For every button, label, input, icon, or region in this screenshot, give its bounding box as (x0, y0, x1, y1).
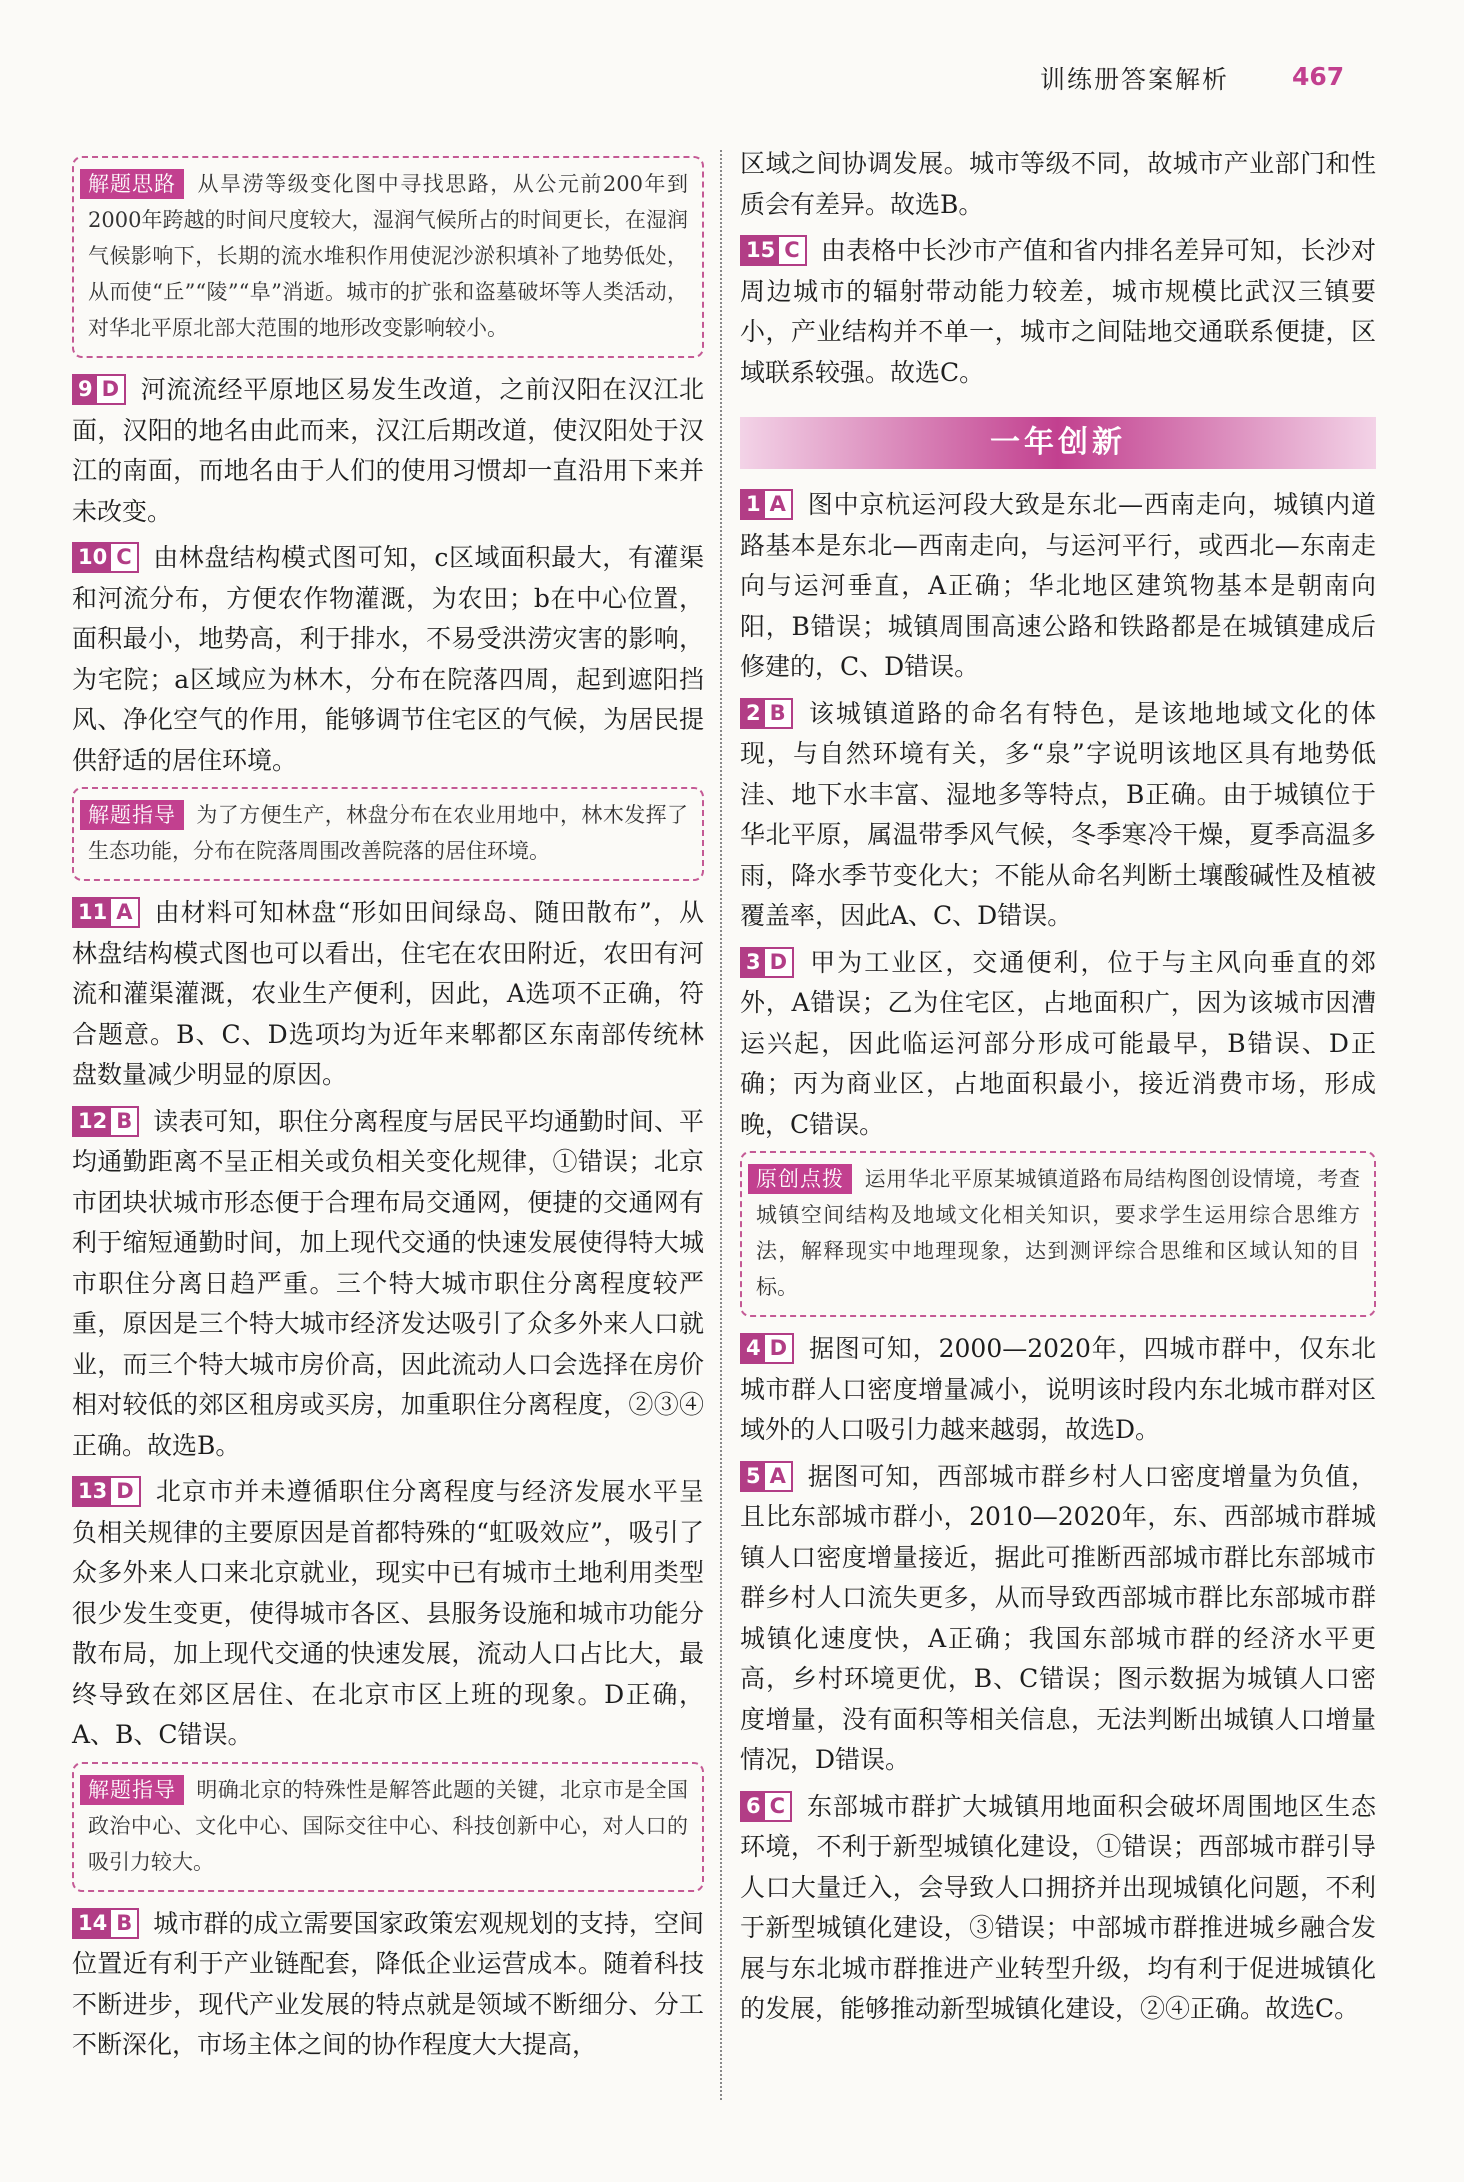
question-badge: 15 C (740, 235, 807, 266)
tip-box-guidance (72, 787, 704, 881)
section-heading: 一年创新 (740, 417, 1376, 469)
answer-item-12 (72, 1102, 704, 1467)
question-badge: 14 B (72, 1908, 139, 1939)
answer-text: 城市群的成立需要国家政策宏观规划的支持，空间位置近有利于产业链配套，降低企业运营成本。随着科技不断进步，现代产业发展的特点就是领域不断细分、分工不断深化，市场主体之间的协作程度大大提高， (72, 1908, 704, 2059)
question-badge: 4 D (740, 1333, 794, 1364)
tip-box-guidance-2 (72, 1762, 704, 1892)
tip-box-original-insight (740, 1151, 1376, 1317)
answer-item-1 (740, 485, 1376, 688)
answer-item-4 (740, 1329, 1376, 1451)
question-badge: 10 C (72, 542, 139, 573)
question-badge: 6 C (740, 1791, 792, 1822)
answer-item-6 (740, 1787, 1376, 2030)
right-column (740, 144, 1376, 2036)
question-badge: 2 B (740, 698, 793, 729)
tip-text: 运用华北平原某城镇道路布局结构图创设情境，考查城镇空间结构及地域文化相关知识，要求学生运用综合思维方法，解释现实中地理现象，达到测评综合思维和区域认知的目标。 (756, 1167, 1360, 1299)
answer-text: 北京市并未遵循职住分离程度与经济发展水平呈负相关规律的主要原因是首都特殊的“虹吸效应”，吸引了众多外来人口来北京就业，现实中已有城市土地利用类型很少发生变更，使得城市各区、县服务设施和城市功能分散布局，加上现代交通的快速发展，流动人口占比大，最终导致在郊区居住、在北京市区上班的现象。D正确，A、B、C错误。 (72, 1477, 704, 1749)
tip-tag: 原创点拨 (748, 1164, 852, 1194)
answer-item-3 (740, 943, 1376, 1146)
question-badge: 5 A (740, 1461, 793, 1492)
question-badge: 1 A (740, 489, 793, 520)
question-badge: 11 A (72, 897, 140, 928)
tip-tag: 解题思路 (80, 169, 184, 199)
answer-item-14-continued: 区域之间协调发展。城市等级不同，故城市产业部门和性质会有差异。故选B。 (740, 149, 1376, 219)
answer-item-13 (72, 1472, 704, 1756)
tip-tag: 解题指导 (80, 1775, 184, 1805)
running-header: 训练册答案解析 (1040, 65, 1230, 94)
question-badge: 13 D (72, 1476, 141, 1507)
tip-text: 从旱涝等级变化图中寻找思路，从公元前200年到2000年跨越的时间尺度较大，湿润气候所占的时间更长，在湿润气候影响下，长期的流水堆积作用使泥沙淤积填补了地势低处，从而使“丘”“陵”“阜”消逝。城市的扩张和盗墓破坏等人类活动，对华北平原北部大范围的地形改变影响较小。 (88, 172, 688, 340)
question-badge: 12 B (72, 1106, 139, 1137)
answer-text: 甲为工业区，交通便利，位于与主风向垂直的郊外，A错误；乙为住宅区，占地面积广，因为该城市因漕运兴起，因此临运河部分形成可能最早，B错误、D正确；丙为商业区，占地面积最小，接近消费市场，形成晚，C错误。 (740, 947, 1376, 1139)
page-number: 467 (1292, 62, 1345, 91)
answer-text: 读表可知，职住分离程度与居民平均通勤时间、平均通勤距离不呈正相关或负相关变化规律，①错误；北京市团块状城市形态便于合理布局交通网，便捷的交通网有利于缩短通勤时间，加上现代交通的快速发展使得特大城市职住分离日趋严重。三个特大城市职住分离程度较严重，原因是三个特大城市经济发达吸引了众多外来人口就业，而三个特大城市房价高，因此流动人口会选择在房价相对较低的郊区租房或买房，加重职住分离程度，②③④正确。故选B。 (72, 1106, 704, 1460)
answer-text: 据图可知，西部城市群乡村人口密度增量为负值，且比东部城市群小，2010—2020年，东、西部城市群城镇人口密度增量接近，据此可推断西部城市群比东部城市群乡村人口流失更多，从而导致西部城市群比东部城市群城镇化速度快，A正确；我国东部城市群的经济水平更高，乡村环境更优，B、C错误；图示数据为城镇人口密度增量，没有面积等相关信息，无法判断出城镇人口增量情况，D错误。 (740, 1461, 1376, 1774)
answer-text: 由材料可知林盘“形如田间绿岛、随田散布”，从林盘结构模式图也可以看出，住宅在农田附近，农田有河流和灌渠灌溉，农业生产便利，因此，A选项不正确，符合题意。B、C、D选项均为近年来郫都区东南部传统林盘数量减少明显的原因。 (72, 898, 704, 1089)
answer-text: 该城镇道路的命名有特色，是该地地域文化的体现，与自然环境有关，多“泉”字说明该地区具有地势低洼、地下水丰富、湿地多等特点，B正确。由于城镇位于华北平原，属温带季风气候，冬季寒冷干燥，夏季高温多雨，降水季节变化大；不能从命名判断土壤酸碱性及植被覆盖率，因此A、C、D错误。 (740, 698, 1376, 930)
answer-text: 东部城市群扩大城镇用地面积会破坏周围地区生态环境，不利于新型城镇化建设，①错误；西部城市群引导人口大量迁入，会导致人口拥挤并出现城镇化问题，不利于新型城镇化建设，③错误；中部城市群推进城乡融合发展与东北城市群推进产业转型升级，均有利于促进城镇化的发展，能够推动新型城镇化建设，②④正确。故选C。 (740, 1791, 1376, 2023)
tip-box-solution-idea (72, 156, 704, 358)
answer-item-10 (72, 538, 704, 781)
answer-text: 据图可知，2000—2020年，四城市群中，仅东北城市群人口密度增量减小，说明该时段内东北城市群对区域外的人口吸引力越来越弱，故选D。 (740, 1334, 1376, 1444)
answer-text: 河流流经平原地区易发生改道，之前汉阳在汉江北面，汉阳的地名由此而来，汉江后期改道，使汉阳处于汉江的南面，而地名由于人们的使用习惯却一直沿用下来并未改变。 (72, 375, 704, 526)
tip-text: 为了方便生产，林盘分布在农业用地中，林木发挥了生态功能，分布在院落周围改善院落的居住环境。 (88, 803, 688, 863)
answer-text: 由林盘结构模式图可知，c区域面积最大，有灌渠和河流分布，方便农作物灌溉，为农田；b在中心位置，面积最小，地势高，利于排水，不易受洪涝灾害的影响，为宅院；a区域应为林木，分布在院落四周，起到遮阳挡风、净化空气的作用，能够调节住宅区的气候，为居民提供舒适的居住环境。 (72, 543, 704, 775)
answer-text: 由表格中长沙市产值和省内排名差异可知，长沙对周边城市的辐射带动能力较差，城市规模比武汉三镇要小，产业结构并不单一，城市之间陆地交通联系便捷，区域联系较强。故选C。 (740, 236, 1376, 387)
question-badge: 3 D (740, 947, 794, 978)
answer-item-15 (740, 231, 1376, 393)
column-divider (720, 150, 722, 2100)
tip-text: 明确北京的特殊性是解答此题的关键，北京市是全国政治中心、文化中心、国际交往中心、科技创新中心，对人口的吸引力较大。 (88, 1777, 688, 1874)
left-column (72, 150, 704, 2072)
answer-item-11 (72, 893, 704, 1096)
answer-item-9 (72, 370, 704, 532)
answer-item-5 (740, 1457, 1376, 1781)
question-badge: 9 D (72, 374, 126, 405)
answer-item-14 (72, 1904, 704, 2066)
answer-text: 图中京杭运河段大致是东北—西南走向，城镇内道路基本是东北—西南走向，与运河平行，或西北—东南走向与运河垂直，A正确；华北地区建筑物基本是朝南向阳，B错误；城镇周围高速公路和铁路都是在城镇建成后修建的，C、D错误。 (740, 490, 1376, 681)
tip-tag: 解题指导 (80, 800, 184, 830)
answer-item-2 (740, 694, 1376, 937)
